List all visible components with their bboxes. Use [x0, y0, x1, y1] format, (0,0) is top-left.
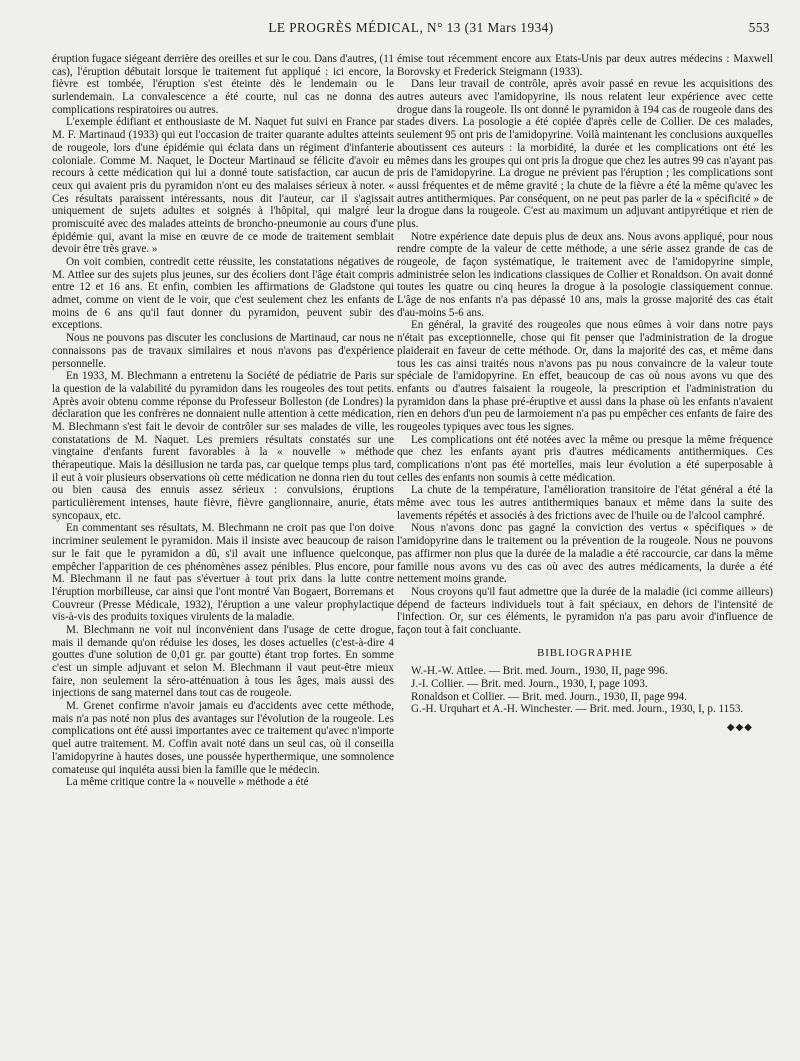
paragraph: La même critique contre la « nouvelle » méthode a été: [66, 776, 309, 789]
paragraph: En commentant ses résultats, M. Blechmann ne croit pas que l'on doive incriminer seulement le pyramidon. Mais il insiste avec beaucoup de raison sur le fait que le pyramidon a dû, s'il avait une influence quelconque, empêcher l'apparition de ces phénomènes assez pénibles. Plus encore, pour M. Blechmann il ne faut pas s'évertuer à tout prix dans la lutte contre l'éruption morbilleuse, car ainsi que l'ont montré Van Bogaert, Borremans et Couvreur (Presse Médicale, 1932), l'éruption a une valeur prophylactique vis-à-vis des produits toxiques virulents de la maladie.: [52, 522, 394, 624]
paragraph: Les complications ont été notées avec la même ou presque la même fréquence que chez les enfants ayant pris d'autres médicaments antithermiques. Ces complications n'ont pas été mortelles, mais leur évolution a été superposable à celles des enfants non soumis à cette médication.: [397, 433, 773, 484]
bibliography-entry: Ronaldson et Collier. — Brit. med. Journ., 1930, II, page 994.: [411, 690, 688, 703]
paragraph: En général, la gravité des rougeoles que nous eûmes à voir dans notre pays n'était pas exceptionnelle, chose qui fit penser que l'administration de la drogue plaiderait en faveur de cette méthode. Or, dans la majorité des cas, et même dans tous les cas ainsi traités nous n'avons pas pu nous convaincre de la valeur toute spéciale de l'amidopyrine. En effet, beaucoup de cas où nous avons vu que des enfants ou d'autres faisaient la rougeole, la prescription et l'administration du pyramidon dans la phase pré-éruptive et aussi dans la phase où les enfants n'avaient rien en dehors d'un peu de larmoiement n'a pas pu empêcher ces enfants de faire des rougeoles typiques avec tous les signes.: [397, 319, 773, 433]
page-number: 553: [748, 20, 770, 35]
paragraph: M. Grenet confirme n'avoir jamais eu d'accidents avec cette méthode, mais n'a pas noté non plus des avantages sur l'évolution de la rougeole. Les complications ont été aussi importantes avec ce traitement qu'avec n'importe quel autre traitement. M. Coffin avait noté dans un seul cas, où il conseilla l'amidopyrine à hautes doses, une poussée hyperthermique, une somnolence comateuse qui inquiéta aussi bien la famille que le médecin.: [52, 700, 394, 776]
bibliography-entry: G.-H. Urquhart et A.-H. Winchester. — Brit. med. Journ., 1930, I, p. 1153.: [411, 703, 744, 716]
bibliography-entry: W.-H.-W. Attlee. — Brit. med. Journ., 1930, II, page 996.: [411, 665, 668, 678]
right-column: [397, 53, 773, 735]
paragraph: éruption fugace siégeant derrière des oreilles et sur le cou. Dans d'autres, (11 cas), l'éruption débutait lorsque le traitement fut appliqué : ici encore, la fièvre est tombée, l'éruption s'est éteinte dès le lendemain ou le surlendemain. La convalescence a été courte, nul cas ne donna des complications respiratoires ou autres.: [52, 53, 394, 116]
paragraph: Dans leur travail de contrôle, après avoir passé en revue les acquisitions des autres auteurs avec l'amidopyrine, ils nous relatent leur expérience avec cette drogue dans la rougeole. Ils ont donné le pyramidon à 194 cas de rougeole dans des stades divers. La posologie a été copiée d'après celle de Collier. De ces malades, seulement 95 ont pris de l'amidopyrine. Voilà maintenant les conclusions auxquelles aboutissent ces auteurs : la morbidité, la durée et les complications ont été les mêmes dans les groupes qui ont pris la drogue que chez les autres 99 cas n'ayant pas pris de l'amidopyrine. La drogue ne prévient pas l'éruption ; les complications sont aussi fréquentes et de même gravité ; la chute de la fièvre a été la même qu'avec les autres antithermiques. Par conséquent, on ne peut pas parler de la « spécificité » de la drogue dans la rougeole. C'est au maximum un adjuvant antipyrétique et rien de plus.: [397, 78, 773, 230]
bibliography-heading: BIBLIOGRAPHIE: [537, 646, 633, 659]
paragraph: Nous ne pouvons pas discuter les conclusions de Martinaud, car nous ne connaissons pas de travaux similaires et nous n'avons pas d'expérience personnelle.: [52, 332, 394, 370]
end-ornament: ◆◆◆: [726, 722, 753, 734]
paragraph: Nous croyons qu'il faut admettre que la durée de la maladie (ici comme ailleurs) dépend de facteurs individuels tout à fait spéciaux, en dehors de l'intensité de l'infection. Or, sur ces éléments, le pyramidon n'a pas paru avoir d'influence de façon tout à fait concluante.: [397, 585, 773, 636]
paragraph: On voit combien, contredit cette réussite, les constatations négatives de M. Attlee sur des sujets plus jeunes, sur des écoliers dont l'âge était compris entre 12 et 16 ans. Et enfin, combien les affirmations de Gladstone qui admet, comme on vient de le voir, que c'est seulement chez les enfants de moins de 6 ans qu'il faut donner du pyramidon, peuvent subir des exceptions.: [52, 256, 394, 332]
paragraph: Nous n'avons donc pas gagné la conviction des vertus « spécifiques » de l'amidopyrine dans le traitement ou la prévention de la rougeole. Nous ne pouvons pas affirmer non plus que la durée de la maladie a été raccourcie, car dans la même famille nous avons vu des cas où avec des autres médicaments, la durée a été nettement moins grande.: [397, 522, 773, 586]
left-column: [52, 53, 394, 789]
bibliography-entry: J.-I. Collier. — Brit. med. Journ., 1930, I, page 1093.: [411, 678, 648, 690]
paragraph: La chute de la température, l'amélioration transitoire de l'état général a été la même avec tous les autres antithermiques banaux et même dans la suite des lavements répétés et associés à des frictions avec de l'huile ou de l'alcool camphré.: [397, 484, 773, 522]
paragraph: Notre expérience date depuis plus de deux ans. Nous avons appliqué, pour nous rendre compte de la valeur de cette méthode, a une série assez grande de cas de rougeole, de façon systématique, le traitement avec de l'amidopyrine simple, administrée selon les indications classiques de Collier et Ronaldson. On avait donné toutes les quatre ou cinq heures la drogue à la posologie classiquement connue. L'âge de nos enfants n'a pas dépassé 10 ans, mais la grosse majorité des cas était d'au-moins 5-6 ans.: [397, 230, 773, 319]
journal-title: LE PROGRÈS MÉDICAL, N° 13 (31 Mars 1934): [268, 20, 554, 35]
paragraph: L'exemple édifiant et enthousiaste de M. Naquet fut suivi en France par M. F. Martinaud (1933) qui eut l'occasion de traiter quarante adultes atteints de rougeole, lors d'une épidémie qui éclata dans un régiment d'infanterie coloniale. Comme M. Naquet, le Docteur Martinaud se félicite d'avoir eu recours à cette médication qui lui a donné toute satisfaction, car aucun de ceux qui avaient pris du pyramidon n'ont eu des malaises sérieux à noter. « Ces résultats paraissent intéressants, nous dit l'auteur, car il s'agissait uniquement de sujets adultes et soignés à l'hôpital, qui malgré leur promiscuité avec des malades atteints de broncho-pneumonie au cours d'une épidémie qui, avant la mise en œuvre de ce mode de traitement semblait devoir être très grave. »: [52, 116, 394, 256]
running-header: [52, 20, 770, 38]
paragraph: En 1933, M. Blechmann a entretenu la Société de pédiatrie de Paris sur la question de la valabilité du pyramidon dans les rougeoles des tout petits. Après avoir obtenu comme réponse du Professeur Bolleston (de Londres) la déclaration que les confrères ne donnaient nulle attention à cette médication, M. Blechmann s'est fait le devoir de contrôler sur ses malades de ville, les constatations de M. Naquet. Les premiers résultats constatés sur une vingtaine d'enfants furent favorables à la « nouvelle » méthode thérapeutique. Mais la désillusion ne tarda pas, car quelque temps plus tard, il eut à voir plusieurs observations où cette médication ne donna rien du tout ou bien causa des ennuis assez sérieux : convulsions, éruptions particulièrement intenses, haute fièvre, fièvre ganglionnaire, anurie, états syncopaux, etc.: [52, 370, 394, 522]
paragraph: M. Blechmann ne voit nul inconvénient dans l'usage de cette drogue, mais il demande qu'on réduise les doses, les doses actuelles (c'est-à-dire 4 gouttes d'une solution de 0,01 gr. par goutte) étant trop fortes. En somme c'est un simple adjuvant et selon M. Blechmann il vaut peut-être mieux faire, non seulement la séro-atténuation à tous les âges, mais aussi des injections de sang maternel dans tout cas de rougeole.: [52, 623, 394, 700]
paragraph: émise tout récemment encore aux Etats-Unis par deux autres médecins : Maxwell Borovsky et Frederick Steigmann (1933).: [397, 53, 773, 78]
